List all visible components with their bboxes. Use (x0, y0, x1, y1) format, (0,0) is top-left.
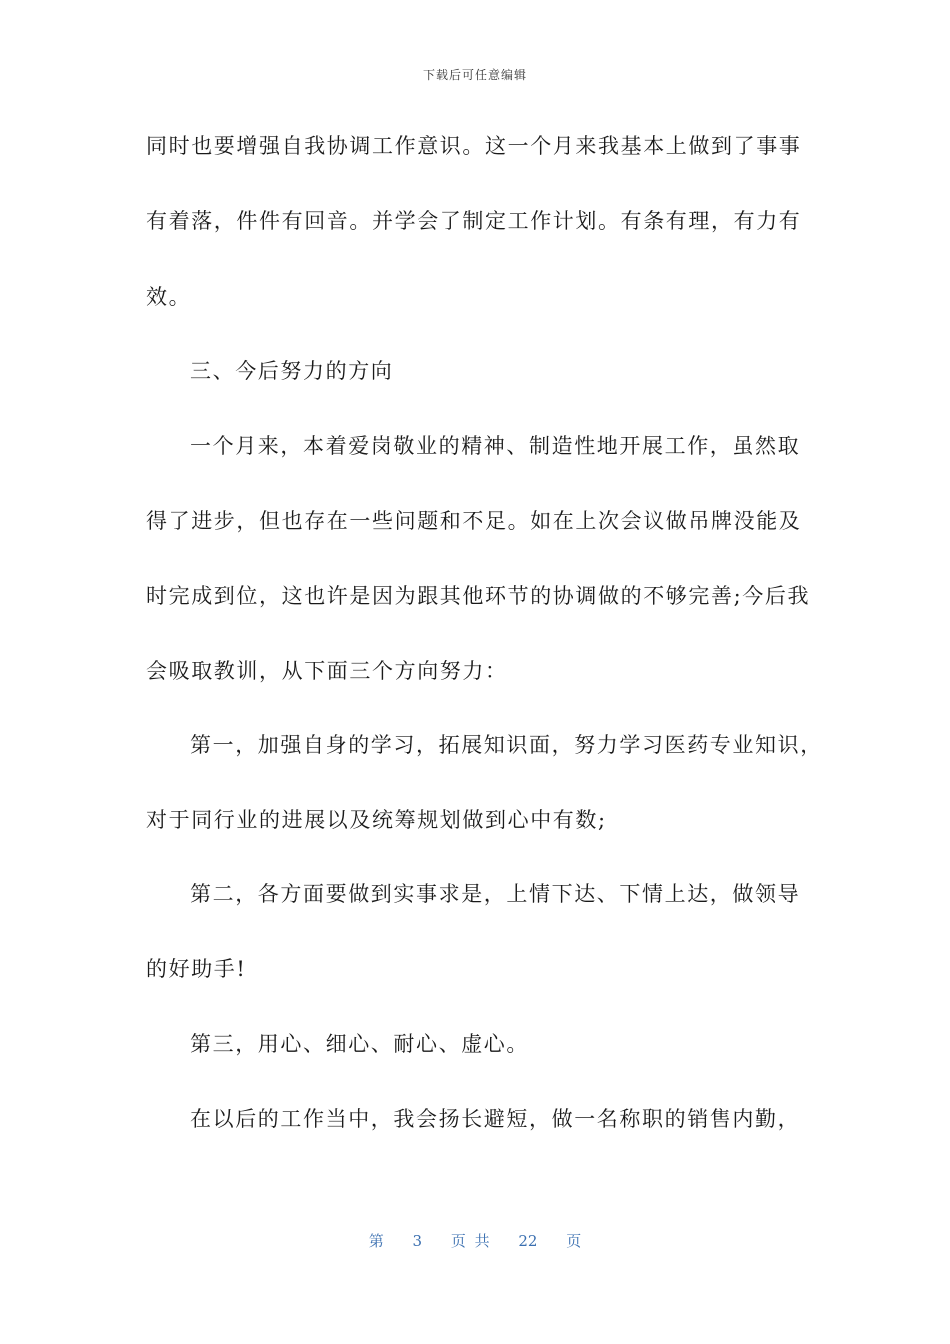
footer-suffix: 页 (566, 1232, 582, 1250)
section-heading: 三、今后努力的方向 (190, 359, 394, 383)
body-line: 一个月来，本着爱岗敬业的精神、制造性地开展工作，虽然取 (190, 434, 801, 458)
body-line: 第二，各方面要做到实事求是，上情下达、下情上达，做领导 (190, 882, 801, 906)
body-line: 在以后的工作当中，我会扬长避短，做一名称职的销售内勤， (190, 1107, 801, 1131)
body-line: 第三，用心、细心、耐心、虚心。 (190, 1032, 529, 1056)
footer-middle: 页 共 (450, 1232, 490, 1250)
body-line: 对于同行业的进展以及统筹规划做到心中有数; (146, 808, 607, 832)
body-line: 时完成到位，这也许是因为跟其他环节的协调做的不够完善;今后我 (146, 584, 811, 608)
body-line: 会吸取教训，从下面三个方向努力： (146, 659, 508, 683)
page-footer (0, 1230, 950, 1251)
body-line: 第一，加强自身的学习，拓展知识面，努力学习医药专业知识， (190, 733, 823, 757)
footer-prefix: 第 (368, 1232, 384, 1250)
footer-current-page: 3 (412, 1232, 423, 1250)
body-line: 得了进步，但也存在一些问题和不足。如在上次会议做吊牌没能及 (146, 509, 802, 533)
page-header: 下载后可任意编辑 (422, 68, 527, 82)
body-line: 效。 (146, 285, 192, 309)
body-line: 有着落，件件有回音。并学会了制定工作计划。有条有理，有力有 (146, 209, 802, 233)
body-line: 同时也要增强自我协调工作意识。这一个月来我基本上做到了事事 (146, 134, 802, 158)
footer-total-pages: 22 (518, 1232, 538, 1250)
body-line: 的好助手! (146, 957, 247, 981)
